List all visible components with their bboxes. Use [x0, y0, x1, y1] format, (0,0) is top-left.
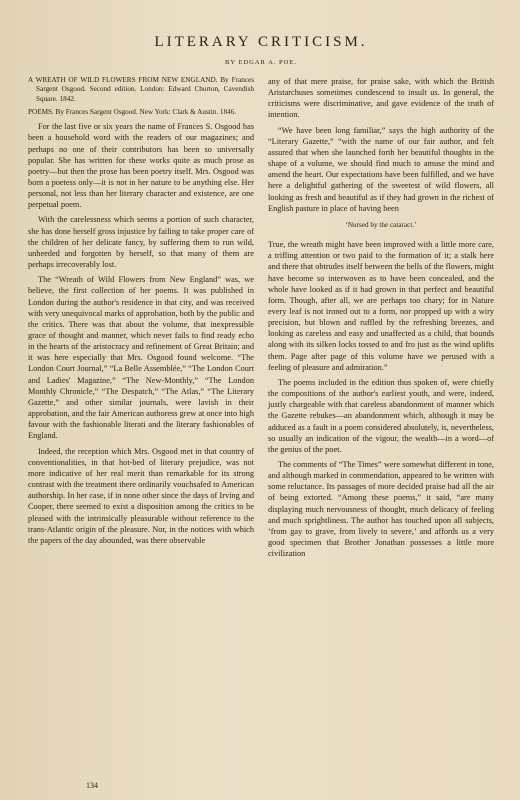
author-byline: BY EDGAR A. POE.	[225, 59, 297, 66]
paragraph: Indeed, the reception which Mrs. Osgood met in that country of conventionalities, in that hot-bed of literary prejudice, was not more indicative of her real merit than remarkable for its strong contrast with the treatment there ordinarily vouchsafed to American authorship. In her case, if in none other since the days of Irving and Cooper, there seemed to exist a disposition among the critics to be pleased with the intrinsically pleasurable without reference to the trans-Atlantic origin of the pleasure. Nor, in the notices with which the papers of the day abounded, was there observable	[28, 446, 254, 545]
book-entry: POEMS. By Frances Sargent Osgood. New York: Clark & Austin. 1846.	[28, 107, 237, 116]
paragraph: The “Wreath of Wild Flowers from New England” was, we believe, the first collection of her poems. It was published in London during the author's residence in that city, and was received with very unequivocal marks of approbation, both by the public and the critics. There was that about the volume, that inexpressible grace of thought and manner, which never fails to find ready echo in the hearts of the aristocracy and refinement of Great Britain; and it was here especially that Mrs. Osgood found welcome. “The London Court Journal,” “La Belle Assemblée,” “The London Court and Ladies' Magazine,” “The New-Monthly,” “The London Monthly Chronicle,” “The Despatch,” “The Atlas,” “The Literary Gazette,” and other similar journals, were lavish in their approbation, and the fair American authoress grew at once into high favour with the fashionable literati and the literary fashionables of England.	[28, 275, 254, 441]
right-column	[268, 76, 494, 563]
left-column	[28, 76, 254, 563]
paragraph: With the carelessness which seems a portion of such character, she has done herself gross injustice by failing to take proper care of the children of her delicate fancy, by suffering them to run wild, unheeded and forgotten by herself, so that many of them are perhaps irrecoverably lost.	[28, 215, 254, 270]
paragraph: For the last five or six years the name of Frances S. Osgood has been a household word with the readers of our magazines; and perhaps no one of their contributors has been so universally popular. She has written for these works quite as much prose as poetry—but then the prose has been poetry itself. Mrs. Osgood was born a poetess only—it is not in her nature to be anything else. Her personal, not less than her literary character and existence, are one perpetual poem.	[28, 122, 254, 210]
article-columns	[28, 76, 494, 563]
paragraph: any of that mere praise, for praise sake, with which the British Aristarchuses sometimes condescend to insult us. In general, the criticisms were discriminative, and gave evidence of the truth of intention.	[268, 77, 494, 120]
page-number: 134	[86, 781, 98, 790]
paragraph: The poems included in the edition thus spoken of, were chiefly the compositions of the author's earliest youth, and were, indeed, justly chargeable with that careless abandonment of manner which the Gazette rebukes—an abandonment which, although it may be adduced as a fault in a poem considered absolutely, is, nevertheless, so usually an indication of the vigour, the wealth—in a word—of the genius of the poet.	[268, 377, 494, 454]
book-entry: A WREATH OF WILD FLOWERS FROM NEW ENGLAND. By Frances Sargent Osgood. Second edition. London: Edward Churton, Cavendish Square. 1842.	[28, 76, 254, 103]
page-title: LITERARY CRITICISM.	[154, 34, 368, 50]
block-quote: ‘Nursed by the cataract.’	[345, 220, 417, 229]
paragraph: The comments of “The Times” were somewhat different in tone, and although marked in commendation, appeared to be written with some reluctance. Its passages of more decided praise had all the air of being extorted. “Among these poems,” it said, “are many displaying much nervousness of thought, much delicacy of feeling and much sprightliness. The author has touched upon all subjects, ‘from gay to grave, from lively to severe,’ and affords us a very good specimen that Brother Jonathan possesses a little more civilization	[268, 460, 494, 559]
paragraph: True, the wreath might have been improved with a little more care, a trifling attention or two paid to the formation of it; a stalk here and there that obtrudes itself between the bells of the flowers, might have become so interwoven as to have been concealed, and the whole have looked as if it had grown in that perfect and beautiful form. Though, after all, we are perhaps too chary; for in Nature every leaf is not ironed out to a form, nor propped up with a wiry precision, but blown and ruffled by the refreshing breezes, and looking as careless and easy and unaffected as a child, that bounds along with its silken locks tossed to and fro just as the wind uplifts them. Page after page of this volume have we perused with a feeling of pleasure and admiration.”	[268, 240, 494, 372]
paragraph: “We have been long familiar,” says the high authority of the “Literary Gazette,” “with the name of our fair author, and felt assured that when she launched forth her beautiful thoughts in the shape of a volume, we should find much to amuse the mind and amend the heart. Our expectations have been fulfilled, and we have here a delightful gathering of the sweetest of wild flowers, all looking as fresh and beautiful as if they had grown in the richest of English pasture in place of having been	[268, 125, 494, 213]
